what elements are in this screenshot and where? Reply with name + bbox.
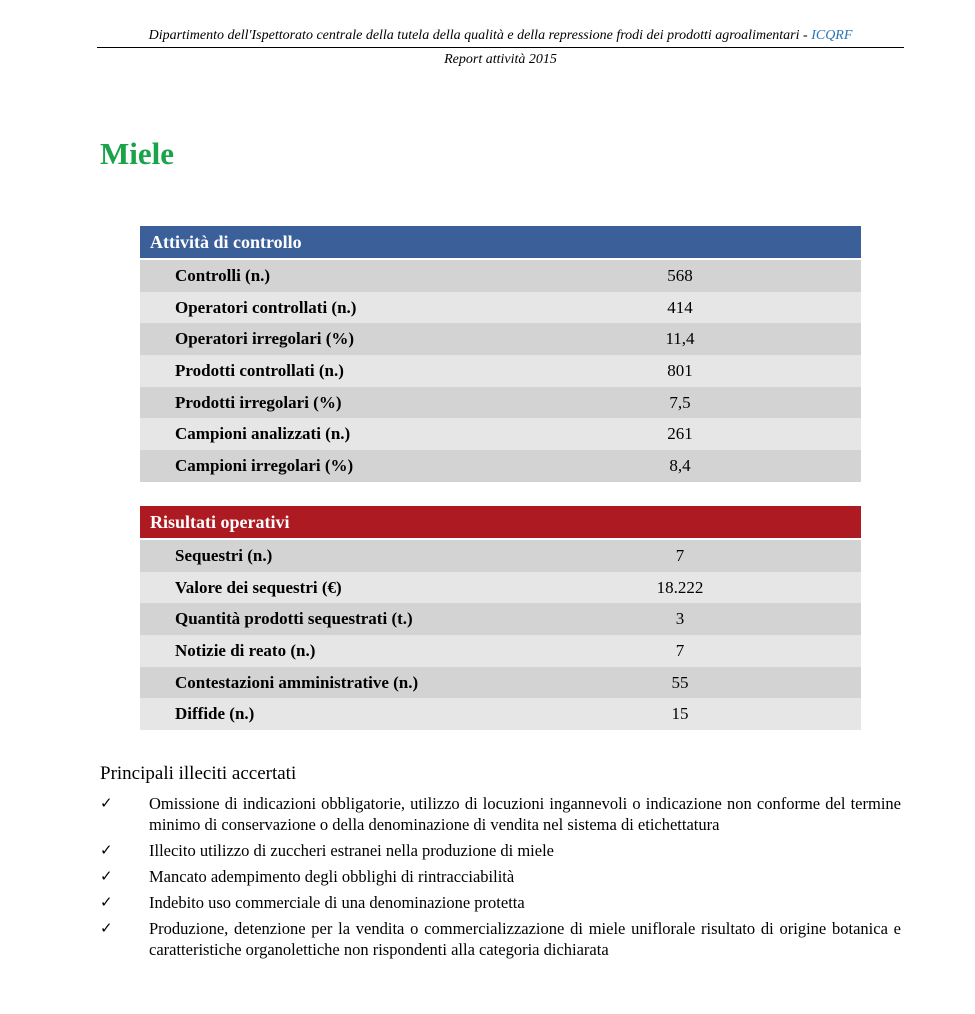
- results-table: [140, 506, 861, 730]
- list-item-text: Illecito utilizzo di zuccheri estranei nella produzione di miele: [149, 841, 554, 860]
- row-value: 55: [671, 672, 689, 692]
- row-value: 7,5: [669, 392, 691, 412]
- table-row: [140, 323, 861, 355]
- row-label: Quantità prodotti sequestrati (t.): [175, 609, 413, 629]
- row-label: Controlli (n.): [175, 265, 271, 285]
- row-label: Notizie di reato (n.): [175, 640, 316, 660]
- control-table-header: Attività di controllo: [140, 226, 861, 260]
- row-label: Campioni analizzati (n.): [175, 424, 351, 444]
- row-value: 8,4: [669, 455, 691, 475]
- table-row: [140, 572, 861, 604]
- table-row: [140, 418, 861, 450]
- table-row: [140, 260, 861, 292]
- row-label: Operatori controllati (n.): [175, 297, 357, 317]
- row-label: Operatori irregolari (%): [175, 329, 355, 349]
- list-item: [100, 918, 901, 960]
- list-item: [100, 866, 901, 887]
- list-item-text: Produzione, detenzione per la vendita o commercializzazione di miele uniflorale risultato di origine botanica e caratteristiche organolettiche non rispondenti alla categoria dichiarata: [149, 919, 901, 959]
- row-value: 7: [675, 545, 685, 565]
- row-value: 7: [675, 640, 685, 660]
- results-table-body: [140, 540, 861, 730]
- table-row: [140, 667, 861, 699]
- check-icon: ✓: [100, 794, 113, 812]
- header-department: [97, 26, 904, 48]
- illeciti-title: Principali illeciti accertati: [100, 763, 297, 784]
- header-report: Report attività 2015: [444, 52, 557, 67]
- check-icon: ✓: [100, 867, 113, 885]
- row-value: 15: [671, 704, 689, 724]
- illeciti-list: [100, 793, 901, 965]
- row-value: 11,4: [665, 329, 695, 349]
- list-item: [100, 793, 901, 835]
- page-header: [97, 26, 904, 70]
- row-label: Prodotti controllati (n.): [175, 360, 344, 380]
- table-row: [140, 292, 861, 324]
- row-value: 568: [667, 265, 693, 285]
- table-row: [140, 603, 861, 635]
- row-value: 3: [675, 609, 685, 629]
- list-item: [100, 840, 901, 861]
- check-icon: ✓: [100, 893, 113, 911]
- check-icon: ✓: [100, 841, 113, 859]
- table-row: [140, 698, 861, 730]
- list-item-text: Mancato adempimento degli obblighi di rintracciabilità: [149, 867, 515, 886]
- list-item: [100, 892, 901, 913]
- row-value: 18.222: [656, 577, 704, 597]
- page-title: Miele: [100, 136, 175, 171]
- row-label: Prodotti irregolari (%): [175, 392, 342, 412]
- row-value: 261: [667, 424, 693, 444]
- table-row: [140, 355, 861, 387]
- table-row: [140, 387, 861, 419]
- results-table-header: Risultati operativi: [140, 506, 861, 540]
- row-label: Contestazioni amministrative (n.): [175, 672, 419, 692]
- control-table-body: [140, 260, 861, 482]
- header-agency: ICQRF: [811, 28, 853, 43]
- control-table: [140, 226, 861, 482]
- header-department-text: Dipartimento dell'Ispettorato centrale della tutela della qualità e della repressione frodi dei prodotti agroalimentari -: [148, 28, 812, 43]
- list-item-text: Indebito uso commerciale di una denominazione protetta: [149, 893, 525, 912]
- row-value: 414: [667, 297, 693, 317]
- list-item-text: Omissione di indicazioni obbligatorie, utilizzo di locuzioni ingannevoli o indicazione non conforme del termine minimo di conservazione o della denominazione di vendita nel sistema di etichettatura: [149, 794, 901, 834]
- table-row: [140, 635, 861, 667]
- check-icon: ✓: [100, 919, 113, 937]
- table-row: [140, 540, 861, 572]
- row-value: 801: [667, 360, 693, 380]
- table-row: [140, 450, 861, 482]
- row-label: Campioni irregolari (%): [175, 455, 354, 475]
- row-label: Valore dei sequestri (€): [175, 577, 342, 597]
- row-label: Sequestri (n.): [175, 545, 273, 565]
- row-label: Diffide (n.): [175, 704, 255, 724]
